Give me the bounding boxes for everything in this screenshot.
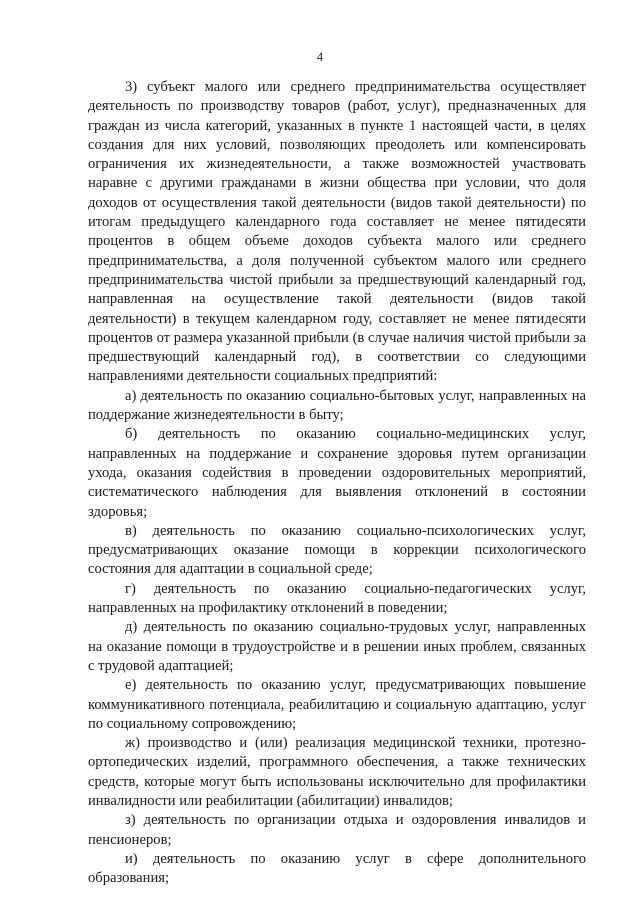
paragraph-subitem-v: в) деятельность по оказанию социально-психологических услуг, предусматривающих оказание помощи в коррекции психологического состояния для адаптации в социальной среде; xyxy=(88,522,586,578)
paragraph-item-3: 3) субъект малого или среднего предпринимательства осуществляет деятельность по производству товаров (работ, услуг), предназначенных для граждан из числа категорий, указанных в пункте 1 настоящей части, в целях создания для них условий, позволяющих преодолеть или компенсировать ограничения их жизнедеятельности, а также возможностей участвовать наравне с другими гражданами в жизни общества при условии, что доля доходов от осуществления такой деятельности (видов такой деятельности) по итогам предыдущего календарного года составляет не менее пятидесяти процентов в общем объеме доходов субъекта малого или среднего предпринимательства, а доля полученной субъектом малого или среднего предпринимательства чистой прибыли за предшествующий календарный год, направленная на осуществление такой деятельности (видов такой деятельности) в текущем календарном году, составляет не менее пятидесяти процентов от размера указанной прибыли (в случае наличия чистой прибыли за предшествующий календарный год), в соответствии со следующими направлениями деятельности социальных предприятий: xyxy=(88,79,586,385)
paragraph-subitem-b: б) деятельность по оказанию социально-медицинских услуг, направленных на поддержание и сохранение здоровья путем организации ухода, оказания содействия в проведении оздоровительных мероприятий, систематического наблюдения для выявления отклонений в состоянии здоровья; xyxy=(88,426,586,520)
paragraph-subitem-a: а) деятельность по оказанию социально-бытовых услуг, направленных на поддержание жизнедеятельности в быту; xyxy=(88,387,586,424)
paragraph-subitem-e: е) деятельность по оказанию услуг, предусматривающих повышение коммуникативного потенциала, реабилитацию и социальную адаптацию, услуг по социальному сопровождению; xyxy=(88,677,586,732)
paragraph-subitem-d: д) деятельность по оказанию социально-трудовых услуг, направленных на оказание помощи в трудоустройстве и в решении иных проблем, связанных с трудовой адаптацией; xyxy=(88,619,586,674)
paragraph-subitem-g: г) деятельность по оказанию социально-педагогических услуг, направленных на профилактику отклонений в поведении; xyxy=(88,580,586,617)
paragraph-subitem-z: з) деятельность по организации отдыха и оздоровления инвалидов и пенсионеров; xyxy=(88,812,586,848)
paragraph-subitem-i: и) деятельность по оказанию услуг в сфере дополнительного образования; xyxy=(88,850,586,887)
document-body xyxy=(88,78,586,888)
page-number: 4 xyxy=(316,50,324,64)
paragraph-subitem-zh: ж) производство и (или) реализация медицинской техники, протезно-ортопедических изделий, программного обеспечения, а также технических средств, которые могут быть использованы исключительно для профилактики инвалидности или реабилитации (абилитации) инвалидов; xyxy=(88,735,586,809)
